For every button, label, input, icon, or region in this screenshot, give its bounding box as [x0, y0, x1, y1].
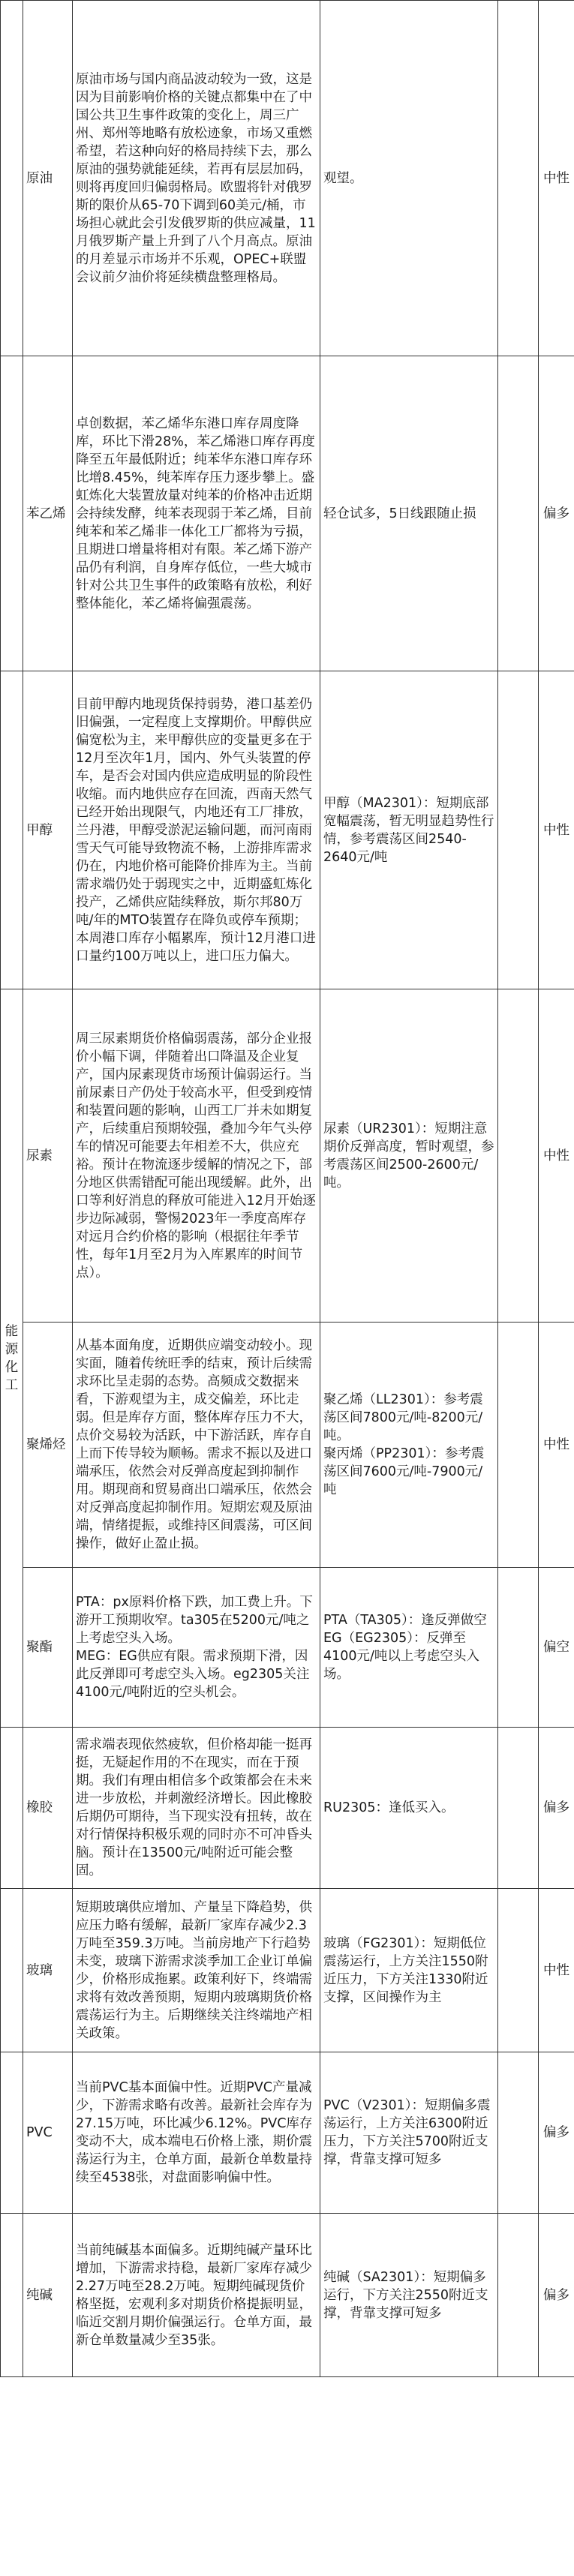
empty-cell [498, 989, 539, 1323]
strategy-text: 轻仓试多，5日线跟随止损 [320, 356, 498, 671]
product-name: 玻璃 [23, 1889, 73, 2052]
product-name: 纯碱 [23, 2214, 73, 2377]
analysis-paragraph: 周三尿素期货价格偏弱震荡，部分企业报价小幅下调，伴随着出口降温及企业复产，国内尿素现货市场预计偏弱运行。当前尿素日产仍处于较高水平，但受到疫情和装置问题的影响，山西工厂并未如期复产，后续重启预期较强，叠加今年气头停车的情况可能要去年相差不大，供应充裕。预计在物流逐步缓解的情况之下，部分地区供需错配可能出现缓解。此外，出口等利好消息的释放可能进入12月开始逐步边际减弱，警惕2023年一季度高库存对远月合约价格的影响（根据往年季节性，每年1月至2月为入库累库的时间节点）。 [76, 1031, 316, 1280]
analysis-text [73, 356, 320, 671]
empty-cell [498, 2214, 539, 2377]
view-rating: 中性 [539, 989, 574, 1323]
empty-cell [498, 1728, 539, 1889]
analysis-text [73, 2052, 320, 2214]
analysis-text [73, 1889, 320, 2052]
sector-cell-blank [1, 1, 23, 356]
sector-label: 能源化工 [1, 989, 23, 1728]
analysis-paragraph: 当前纯碱基本面偏多。近期纯碱产量环比增加，下游需求持稳，最新厂家库存减少2.27万吨至28.2万吨。短期纯碱现货价格坚挺，宏观利多对期货价格提振明显，临近交割月期价偏强运行。仓单方面，最新仓单数量减少至35张。 [76, 2242, 312, 2348]
empty-cell [498, 2052, 539, 2214]
sector-cell-blank [1, 671, 23, 989]
view-rating: 中性 [539, 1, 574, 356]
product-name: PVC [23, 2052, 73, 2214]
strategy-text: 纯碱（SA2301）：短期偏多运行，下方关注2550附近支撑，背靠支撑可短多 [320, 2214, 498, 2377]
product-name: 橡胶 [23, 1728, 73, 1889]
view-rating: 偏多 [539, 2214, 574, 2377]
table-row [1, 1, 574, 356]
analysis-text [73, 1728, 320, 1889]
table-row [1, 2052, 574, 2214]
view-rating: 偏多 [539, 1728, 574, 1889]
sector-cell-blank [1, 356, 23, 671]
strategy-text: PVC（V2301）：短期偏多震荡运行，上方关注6300附近压力，下方关注5700附近支撑，背靠支撑可短多 [320, 2052, 498, 2214]
analysis-text [73, 989, 320, 1323]
product-name: 尿素 [23, 989, 73, 1323]
table-row [1, 989, 574, 1323]
product-name: 原油 [23, 1, 73, 356]
analysis-text [73, 1, 320, 356]
strategy-text: 尿素（UR2301）：短期注意期价反弹高度，暂时观望，参考震荡区间2500-2600元/吨。 [320, 989, 498, 1323]
sector-cell-blank [1, 2052, 23, 2214]
analysis-text [73, 1568, 320, 1728]
strategy-text: PTA（TA305）：逢反弹做空 EG（EG2305）：反弹至4100元/吨以上考虑空头入场。 [320, 1568, 498, 1728]
analysis-text [73, 1323, 320, 1568]
view-rating: 偏空 [539, 1568, 574, 1728]
analysis-paragraph: PTA：px原料价格下跌，加工费上升。下游开工预期收窄。ta305在5200元/吨之上考虑空头入场。 [76, 1595, 313, 1646]
empty-cell [498, 1323, 539, 1568]
sector-cell-blank [1, 1889, 23, 2052]
analysis-paragraph: 从基本面角度，近期供应端变动较小。现实面，随着传统旺季的结束，预计后续需求环比呈走弱的态势。高频成交数据来看，下游观望为主，成交偏差，环比走弱。但是库存方面，整体库存压力不大，点价交易较为活跃，中下游活跃，库存自上而下传导较为顺畅。需求不振以及进口端承压，依然会对反弹高度起到抑制作用。期现商和贸易商出口端承压，依然会对反弹高度起抑制作用。短期宏观及原油端，情绪提振，或维持区间震荡，可区间操作，做好止盈止损。 [76, 1338, 312, 1551]
empty-cell [498, 671, 539, 989]
table-row [1, 356, 574, 671]
strategy-text: 甲醇（MA2301）：短期底部宽幅震荡，暂无明显趋势性行情，参考震荡区间2540-2640元/吨 [320, 671, 498, 989]
view-rating: 偏多 [539, 2052, 574, 2214]
analysis-paragraph: MEG：EG供应有限。需求预期下滑，因此反弹即可考虑空头入场。eg2305关注4100元/吨附近的空头机会。 [76, 1649, 310, 1700]
strategy-text: 玻璃（FG2301）：短期低位震荡运行，上方关注1550附近压力，下方关注1330附近支撑，区间操作为主 [320, 1889, 498, 2052]
table-row [1, 671, 574, 989]
product-name: 甲醇 [23, 671, 73, 989]
analysis-paragraph: 需求端表现依然疲软，但价格却能一挺再挺，无疑起作用的不在现实，而在于预期。我们有理由相信多个政策都会在未来进一步放松，并刺激经济增长。因此橡胶后期仍可期待，当下现实没有扭转，故在对行情保持积极乐观的同时亦不可冲昏头脑。预计在13500元/吨附近可能会整固。 [76, 1737, 312, 1878]
analysis-text [73, 2214, 320, 2377]
table-row [1, 1889, 574, 2052]
product-name: 聚酯 [23, 1568, 73, 1728]
strategy-text: RU2305：逢低买入。 [320, 1728, 498, 1889]
empty-cell [498, 1889, 539, 2052]
table-row [1, 2214, 574, 2377]
strategy-text: 聚乙烯（LL2301）：参考震荡区间7800元/吨-8200元/吨。 聚丙烯（PP2301）：参考震荡区间7600元/吨-7900元/吨 [320, 1323, 498, 1568]
strategy-text: 观望。 [320, 1, 498, 356]
view-rating: 中性 [539, 1889, 574, 2052]
analysis-paragraph: 当前PVC基本面偏中性。近期PVC产量减少，下游需求略有改善。最新社会库存为27.15万吨，环比减少6.12%。PVC库存变动不大，成本端电石价格上涨，期价震荡运行为主，仓单方面，最新仓单数量持续至4538张，对盘面影响偏中性。 [76, 2080, 313, 2185]
empty-cell [498, 356, 539, 671]
analysis-paragraph: 短期玻璃供应增加、产量呈下降趋势，供应压力略有缓解，最新厂家库存减少2.3万吨至359.3万吨。当前房地产下行趋势未变，玻璃下游需求淡季加工企业订单偏少，价格形成拖累。政策利好下，终端需求将有效改善预期，短期内玻璃期货价格震荡运行为主。后期继续关注终端地产相关政策。 [76, 1899, 312, 2041]
analysis-text [73, 671, 320, 989]
analysis-paragraph: 原油市场与国内商品波动较为一致，这是因为目前影响价格的关键点都集中在了中国公共卫生事件政策的变化上，周三广州、郑州等地略有放松迹象，市场又重燃希望，若这种向好的格局持续下去，那么原油的强势就能延续，若再有层层加码，则将再度回归偏弱格局。欧盟将针对俄罗斯的限价从65-70下调到60美元/桶，市场担心就此会引发俄罗斯的供应减量，11月俄罗斯产量上升到了八个月高点。原油的月差显示市场并不乐观，OPEC+联盟会议前夕油价将延续横盘整理格局。 [76, 71, 316, 285]
empty-cell [498, 1568, 539, 1728]
analysis-paragraph: 目前甲醇内地现货保持弱势，港口基差仍旧偏强，一定程度上支撑期价。甲醇供应偏宽松为主，来甲醇供应的变量更多在于12月至次年1月，国内、外气头装置的停车，是否会对国内供应造成明显的阶段性收缩。而内地供应存在回流，西南天然气已经开始出现限气，内地还有工厂排放，兰丹港，甲醇受淤泥运输问题，而河南雨雪天气可能导致物流不畅，上游排库需求仍在，内地价格可能降价排库为主。当前需求端仍处于弱现实之中，近期盛虹炼化投产，乙烯供应陆续释放，斯尔邦80万吨/年的MTO装置存在降负或停车预期；本周港口库存小幅累库，预计12月港口进口量约100万吨以上，进口压力偏大。 [76, 696, 316, 964]
view-rating: 偏多 [539, 356, 574, 671]
product-name: 聚烯烃 [23, 1323, 73, 1568]
product-name: 苯乙烯 [23, 356, 73, 671]
empty-cell [498, 1, 539, 356]
sector-cell-blank [1, 2214, 23, 2377]
sector-cell-blank [1, 1728, 23, 1889]
view-rating: 中性 [539, 671, 574, 989]
table-row [1, 1728, 574, 1889]
analysis-paragraph: 卓创数据，苯乙烯华东港口库存周度降库，环比下滑28%，苯乙烯港口库存再度降至五年最低附近；纯苯华东港口库存环比增8.45%，纯苯库存压力逐步攀上。盛虹炼化大装置放量对纯苯的价格冲击近期会持续发酵，纯苯表现弱于苯乙烯，目前纯苯和苯乙烯非一体化工厂都将为亏损，且期进口增量将相对有限。苯乙烯下游产品仍有利润，自身库存低位，一些大城市针对公共卫生事件的政策略有放松，利好整体能化，苯乙烯将偏强震荡。 [76, 416, 315, 611]
table-row [1, 1568, 574, 1728]
table-row [1, 1323, 574, 1568]
view-rating: 中性 [539, 1323, 574, 1568]
